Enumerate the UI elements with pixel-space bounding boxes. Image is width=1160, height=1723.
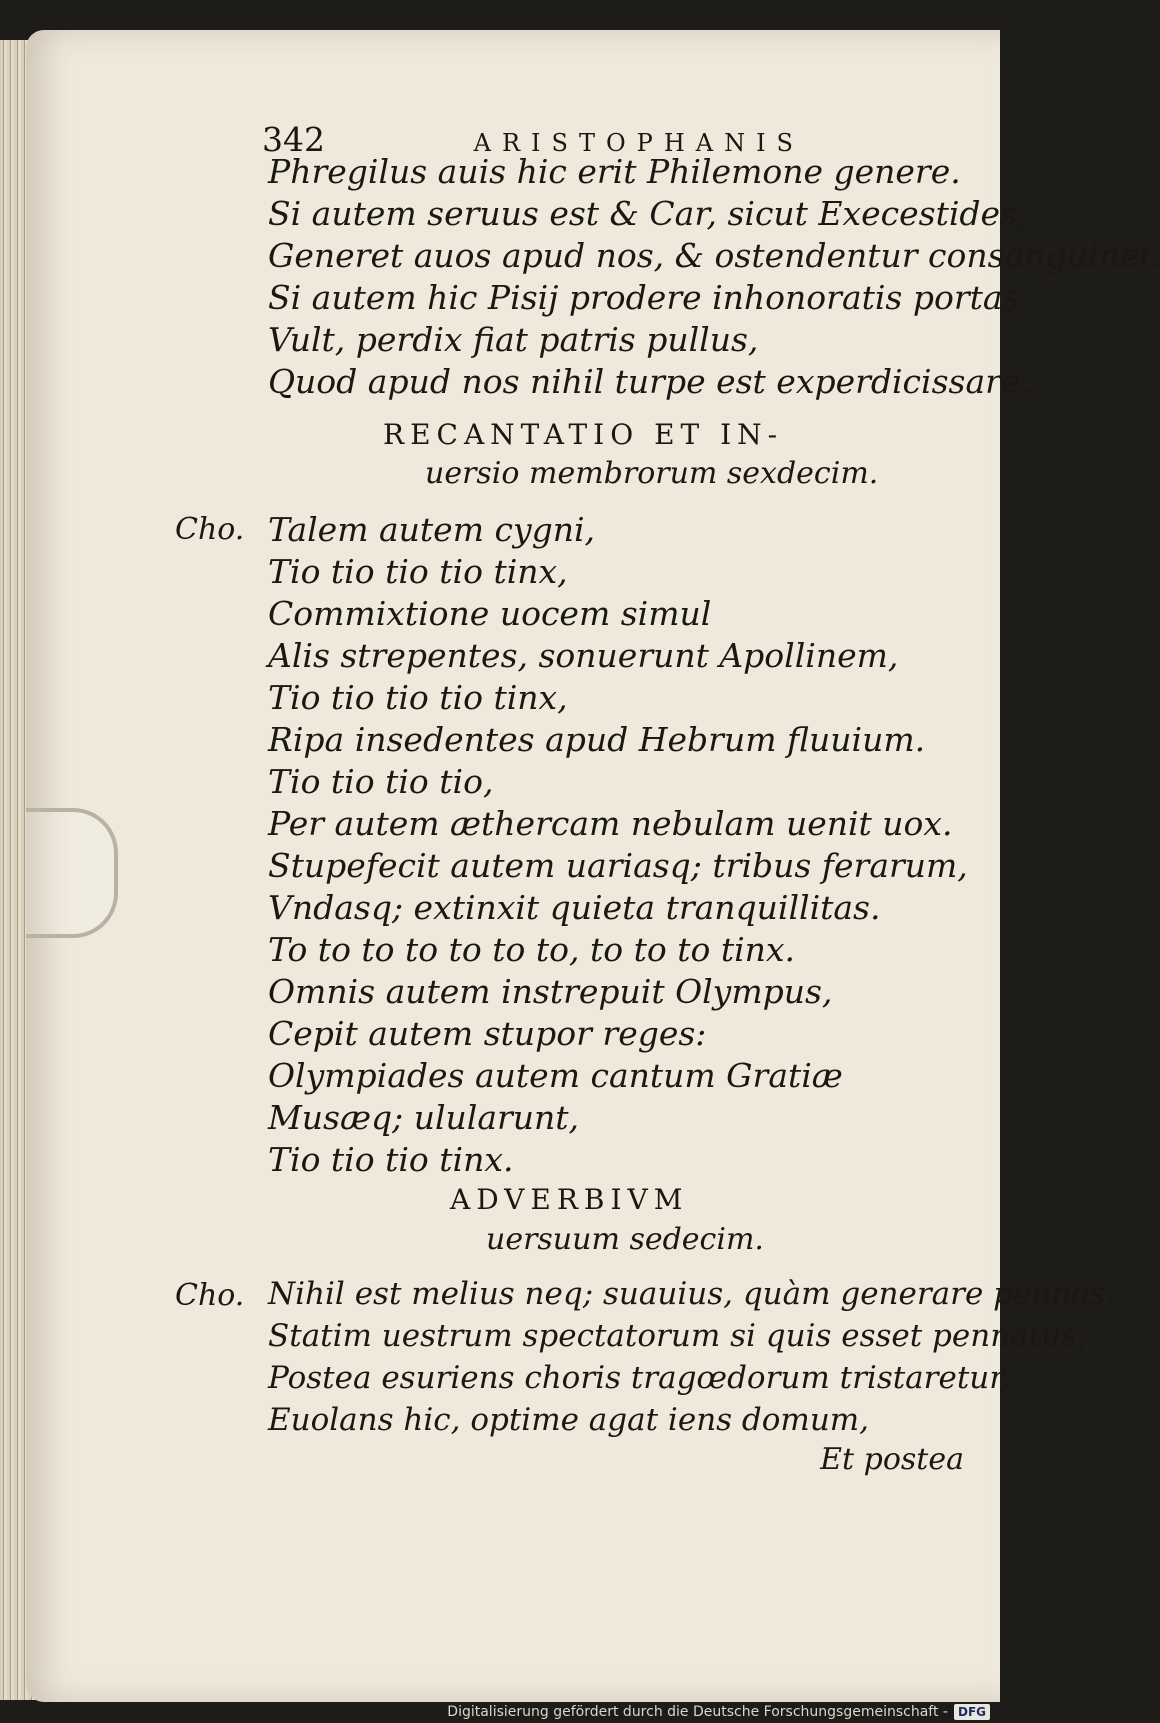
verse-line: Tio tio tio tio tinx,: [268, 552, 568, 591]
verse-line: Quod apud nos nihil turpe est experdicissare.: [268, 362, 1031, 401]
verse-line: Ripa insedentes apud Hebrum fluuium.: [268, 720, 926, 759]
verse-line: To to to to to to to, to to to tinx.: [268, 930, 796, 969]
dfg-logo: DFG: [954, 1704, 990, 1720]
verse-line: Per autem æthercam nebulam uenit uox.: [268, 804, 953, 843]
verse-line: Commixtione uocem simul: [268, 594, 712, 633]
section-subheading: uersuum sedecim.: [486, 1222, 764, 1257]
verse-line: Si autem seruus est & Car, sicut Execestides,: [268, 194, 1028, 233]
verse-line: Vult, perdix fiat patris pullus,: [268, 320, 759, 359]
verse-line: Tio tio tio tio,: [268, 762, 494, 801]
page-clip: [26, 808, 118, 938]
verse-line: Olympiades autem cantum Gratiæ: [268, 1056, 843, 1095]
verse-line: Generet auos apud nos, & ostendentur consanguinei.: [268, 236, 1160, 275]
verse-line: Musæq; ulularunt,: [268, 1098, 580, 1137]
speaker-label: Cho.: [175, 1278, 245, 1313]
catchword: Et postea: [820, 1442, 964, 1477]
verse-line: Phregilus auis hic erit Philemone genere.: [268, 152, 961, 191]
verse-line: Si autem hic Pisij prodere inhonoratis portas: [268, 278, 1020, 317]
verse-line: Tio tio tio tinx.: [268, 1140, 514, 1179]
verse-line: Nihil est melius neq; suauius, quàm generare pennas.: [268, 1276, 1116, 1312]
verse-line: Cepit autem stupor reges:: [268, 1014, 707, 1053]
verse-line: Tio tio tio tio tinx,: [268, 678, 568, 717]
verse-line: Omnis autem instrepuit Olympus,: [268, 972, 833, 1011]
section-heading: ADVERBIVM: [450, 1183, 689, 1216]
verse-line: Postea esuriens choris tragœdorum tristaretur,: [268, 1360, 1011, 1396]
page-number: 342: [262, 120, 325, 159]
section-heading: RECANTATIO ET IN-: [383, 418, 784, 451]
section-subheading: uersio membrorum sexdecim.: [425, 456, 879, 491]
verse-line: Statim uestrum spectatorum si quis esset pennatus,: [268, 1318, 1087, 1354]
digitization-footer: [20, 1701, 990, 1723]
verse-line: Euolans hic, optime agat iens domum,: [268, 1402, 870, 1438]
verse-line: Vndasq; extinxit quieta tranquillitas.: [268, 888, 881, 927]
running-title: ARISTOPHANIS: [473, 129, 804, 157]
footer-credit: Digitalisierung gefördert durch die Deutsche Forschungsgemeinschaft -: [447, 1704, 948, 1720]
speaker-label: Cho.: [175, 512, 245, 547]
verse-line: Talem autem cygni,: [268, 510, 596, 549]
verse-line: Alis strepentes, sonuerunt Apollinem,: [268, 636, 899, 675]
verse-line: Stupefecit autem uariasq; tribus ferarum,: [268, 846, 968, 885]
